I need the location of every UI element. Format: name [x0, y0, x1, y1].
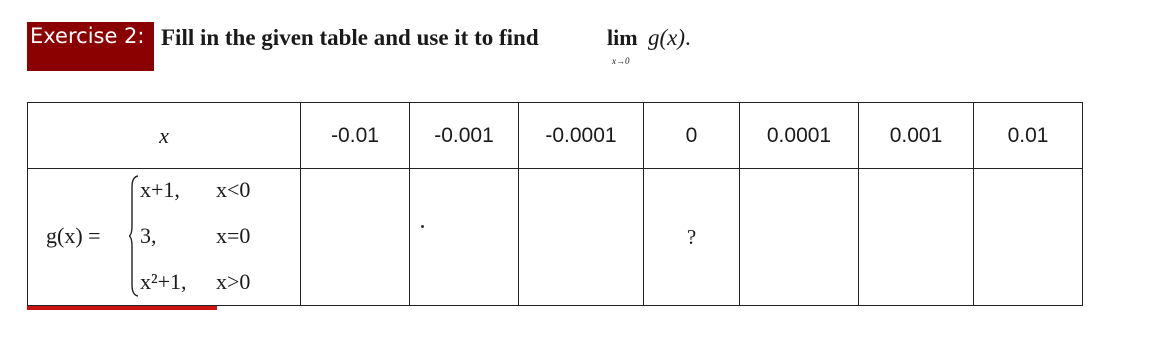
header-cell: -0.01 [301, 103, 410, 169]
exercise-instruction: Fill in the given table and use it to find [161, 25, 539, 50]
header-var-cell [28, 103, 301, 169]
value-cell-unknown[interactable]: ? [644, 169, 740, 306]
case-cond: x<0 [216, 177, 251, 202]
case-expr: x+1, [140, 177, 180, 202]
case-expr: 3, [140, 223, 157, 248]
lim-subscript: x→0 [612, 56, 630, 66]
header-cell: -0.0001 [519, 103, 644, 169]
lim-word: lim [607, 25, 638, 50]
case-cond: x=0 [216, 223, 251, 248]
value-cell[interactable] [974, 169, 1083, 306]
function-definition-cell [28, 169, 301, 306]
lim-func-text: g(x) [648, 25, 686, 50]
stray-dot [421, 225, 424, 228]
header-cell: 0.0001 [740, 103, 859, 169]
piecewise-definition [28, 169, 301, 305]
values-row [28, 169, 1083, 306]
value-cell[interactable] [519, 169, 644, 306]
limit-notation [607, 25, 647, 69]
value-cell[interactable] [301, 169, 410, 306]
value-cell[interactable] [859, 169, 974, 306]
header-row [28, 103, 1083, 169]
case-cond: x>0 [216, 269, 251, 294]
values-table [27, 102, 1083, 306]
function-lhs: g(x) = [46, 223, 101, 248]
header-cell: 0 [644, 103, 740, 169]
left-brace-icon [129, 175, 139, 297]
value-cell[interactable] [410, 169, 519, 306]
header-var: x [159, 122, 169, 148]
value-cell[interactable] [740, 169, 859, 306]
lim-end: . [685, 25, 691, 50]
limit-function [648, 25, 691, 51]
header-cell: 0.001 [859, 103, 974, 169]
exercise-label: Exercise 2: [27, 22, 154, 71]
case-expr: x²+1, [140, 269, 187, 294]
header-cell: -0.001 [410, 103, 519, 169]
header-cell: 0.01 [974, 103, 1083, 169]
red-underline-decoration [27, 306, 217, 310]
